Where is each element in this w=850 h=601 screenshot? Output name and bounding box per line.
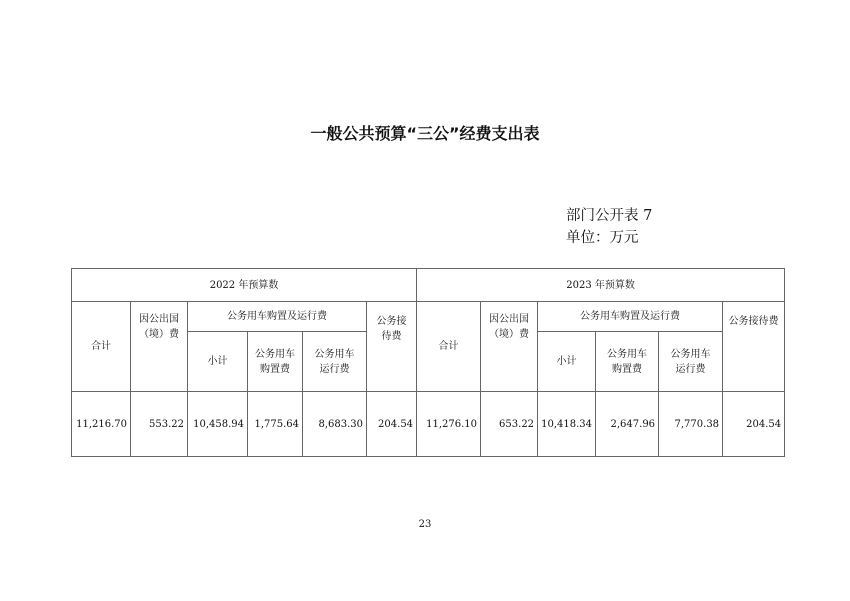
table-number: 部门公开表 7 [566,208,653,224]
header-purchase-line1: 公务用车 [607,348,648,360]
header-operation-2023 [659,332,723,392]
header-purchase-line1: 公务用车 [255,348,295,360]
header-abroad-2023 [481,302,538,392]
header-purchase-line2: 购置费 [612,363,643,375]
header-operation-line1: 公务用车 [314,348,355,360]
budget-table [71,268,785,457]
cell-2023-vehicle-subtotal: 10,418.34 [538,392,596,457]
header-abroad-2022 [131,302,188,392]
cell-2023-abroad: 653.22 [481,392,538,457]
header-abroad-line2: （境）费 [139,329,179,340]
page-title: 一般公共预算“三公”经费支出表 [310,124,540,143]
cell-2022-total: 11,216.70 [72,392,131,457]
cell-2023-vehicle-operation: 7,770.38 [659,392,723,457]
cell-2023-total: 11,276.10 [417,392,481,457]
header-purchase-2023 [596,332,659,392]
cell-2023-vehicle-purchase: 2,647.96 [596,392,659,457]
header-2022-budget: 2022 年预算数 [72,269,417,302]
header-abroad-line1: 因公出国 [139,314,179,325]
cell-2022-vehicle-subtotal: 10,458.94 [188,392,248,457]
header-abroad-line2: （境）费 [489,329,530,340]
header-total-2023: 合计 [417,302,481,392]
header-reception-2023 [723,302,785,392]
cell-2022-abroad: 553.22 [131,392,188,457]
table-row [72,392,785,457]
header-operation-2022 [303,332,367,392]
page-number: 23 [418,519,432,530]
unit-label: 单位：万元 [566,230,639,246]
header-reception-text: 公务接待费 [728,316,779,327]
header-subtotal-2023: 小计 [538,332,596,392]
header-operation-line2: 运行费 [319,363,350,375]
header-reception-2022 [367,302,417,392]
header-operation-line1: 公务用车 [670,348,711,360]
header-operation-line2: 运行费 [675,363,706,375]
cell-2022-reception: 204.54 [367,392,417,457]
cell-2022-vehicle-purchase: 1,775.64 [248,392,303,457]
header-vehicle-2022: 公务用车购置及运行费 [188,302,367,332]
header-abroad-line1: 因公出国 [489,314,530,325]
cell-2022-vehicle-operation: 8,683.30 [303,392,367,457]
header-reception-text: 公务接待费 [376,316,407,342]
header-total-2022: 合计 [72,302,131,392]
header-subtotal-2022: 小计 [188,332,248,392]
header-purchase-2022 [248,332,303,392]
header-vehicle-2023: 公务用车购置及运行费 [538,302,723,332]
cell-2023-reception: 204.54 [723,392,785,457]
header-purchase-line2: 购置费 [260,363,290,375]
header-2023-budget: 2023 年预算数 [417,269,785,302]
